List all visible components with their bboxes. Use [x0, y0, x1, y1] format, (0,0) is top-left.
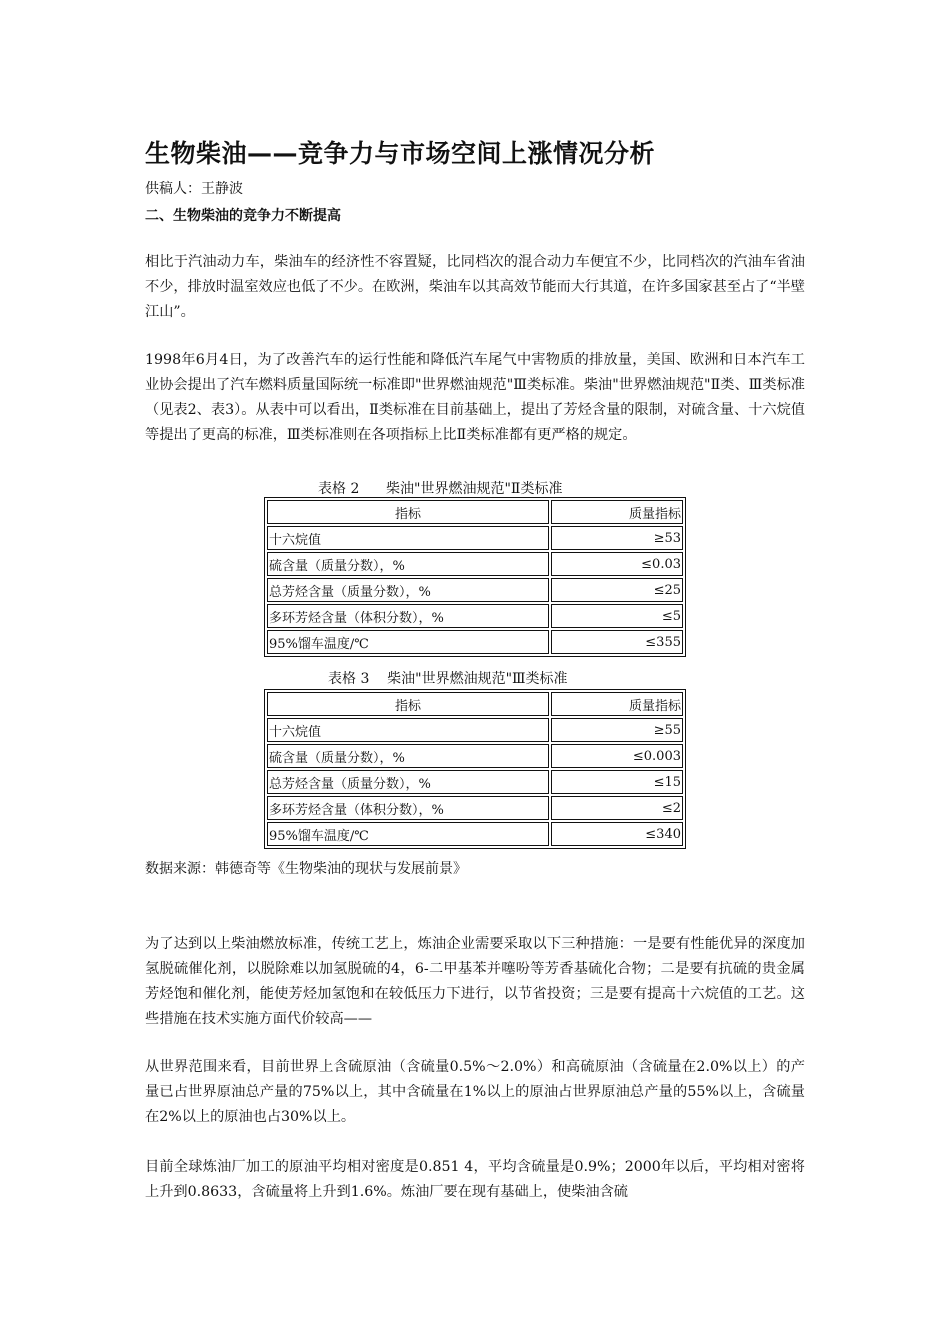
section-heading: 二、生物柴油的竞争力不断提高 — [145, 208, 341, 224]
header-cell-value: 质量指标 — [551, 692, 683, 716]
value-cell: ≤355 — [551, 630, 683, 654]
table-row — [267, 822, 683, 846]
table-2-caption: 表格 2 柴油"世界燃油规范"Ⅱ类标准 — [318, 481, 563, 497]
table-row — [267, 552, 683, 576]
table-row — [267, 744, 683, 768]
table-row — [267, 526, 683, 550]
indicator-cell: 硫含量（质量分数），% — [267, 552, 549, 576]
indicator-cell: 95%馏车温度/℃ — [267, 822, 549, 846]
author-line: 供稿人：王静波 — [145, 181, 243, 197]
indicator-cell: 十六烷值 — [267, 718, 549, 742]
indicator-cell: 多环芳烃含量（体积分数），% — [267, 796, 549, 820]
paragraph-4: 从世界范围来看，目前世界上含硫原油（含硫量0.5%～2.0%）和高硫原油（含硫量在2.0%以上）的产量已占世界原油总产量的75%以上，其中含硫量在1%以上的原油占世界原油总产量的55%以上，含硫量在2%以上的原油也占30%以上。 — [145, 1059, 805, 1125]
value-cell: ≤15 — [551, 770, 683, 794]
paragraph-3: 为了达到以上柴油燃放标准，传统工艺上，炼油企业需要采取以下三种措施：一是要有性能优异的深度加氢脱硫催化剂，以脱除难以加氢脱硫的4，6-二甲基苯并噻吩等芳香基硫化合物；二是要有抗硫的贵金属芳烃饱和催化剂，能使芳烃加氢饱和在较低压力下进行，以节省投资；三是要有提高十六烷值的工艺。这些措施在技术实施方面代价较高—— — [145, 936, 805, 1027]
value-cell: ≤0.003 — [551, 744, 683, 768]
page-title: 生物柴油——竞争力与市场空间上涨情况分析 — [145, 139, 656, 168]
table-2 — [264, 497, 686, 657]
value-cell: ≤0.03 — [551, 552, 683, 576]
data-source-note: 数据来源：韩德奇等《生物柴油的现状与发展前景》 — [145, 861, 467, 877]
value-cell: ≤340 — [551, 822, 683, 846]
table-header-row — [267, 500, 683, 524]
value-cell: ≥53 — [551, 526, 683, 550]
indicator-cell: 硫含量（质量分数），% — [267, 744, 549, 768]
table-row — [267, 718, 683, 742]
paragraph-5: 目前全球炼油厂加工的原油平均相对密度是0.851 4，平均含硫量是0.9%；2000年以后，平均相对密将上升到0.8633，含硫量将上升到1.6%。炼油厂要在现有基础上，使柴油含硫 — [145, 1159, 805, 1200]
indicator-cell: 总芳烃含量（质量分数），% — [267, 578, 549, 602]
indicator-cell: 多环芳烃含量（体积分数），% — [267, 604, 549, 628]
indicator-cell: 95%馏车温度/℃ — [267, 630, 549, 654]
table-header-row — [267, 692, 683, 716]
paragraph-2: 1998年6月4日，为了改善汽车的运行性能和降低汽车尾气中害物质的排放量，美国、欧洲和日本汽车工业协会提出了汽车燃料质量国际统一标准即"世界燃油规范"Ⅲ类标准。柴油"世界燃油规范"Ⅱ类、Ⅲ类标准（见表2、表3）。从表中可以看出，Ⅱ类标准在目前基础上，提出了芳烃含量的限制，对硫含量、十六烷值等提出了更高的标准，Ⅲ类标准则在各项指标上比Ⅱ类标准都有更严格的规定。 — [145, 352, 805, 443]
paragraph-1: 相比于汽油动力车，柴油车的经济性不容置疑，比同档次的混合动力车便宜不少，比同档次的汽油车省油不少，排放时温室效应也低了不少。在欧洲，柴油车以其高效节能而大行其道，在许多国家甚至占了“半壁江山”。 — [145, 254, 805, 320]
indicator-cell: 总芳烃含量（质量分数），% — [267, 770, 549, 794]
table-3-caption: 表格 3 柴油"世界燃油规范"Ⅲ类标准 — [328, 671, 568, 687]
header-cell-indicator: 指标 — [267, 500, 549, 524]
table-row — [267, 770, 683, 794]
table-row — [267, 630, 683, 654]
table-row — [267, 578, 683, 602]
value-cell: ≤5 — [551, 604, 683, 628]
header-cell-indicator: 指标 — [267, 692, 549, 716]
table-row — [267, 604, 683, 628]
indicator-cell: 十六烷值 — [267, 526, 549, 550]
header-cell-value: 质量指标 — [551, 500, 683, 524]
table-3 — [264, 689, 686, 849]
table-row — [267, 796, 683, 820]
value-cell: ≥55 — [551, 718, 683, 742]
value-cell: ≤25 — [551, 578, 683, 602]
value-cell: ≤2 — [551, 796, 683, 820]
